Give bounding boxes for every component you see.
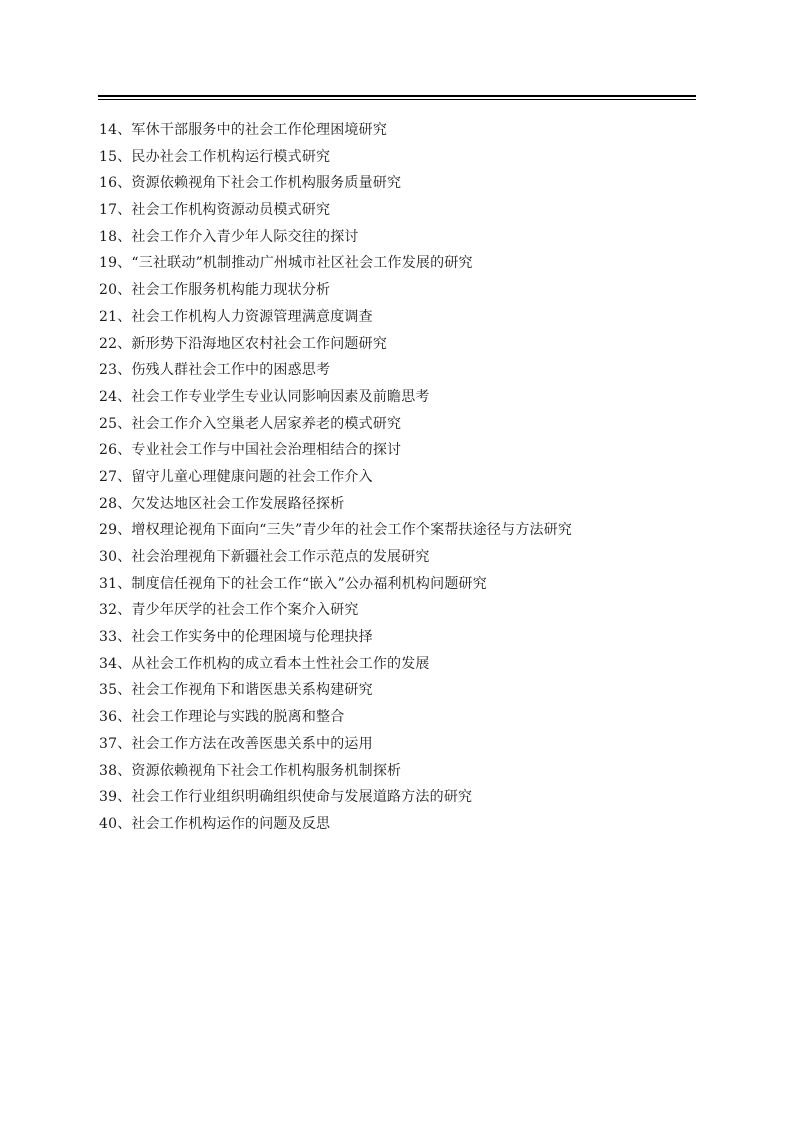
topic-item: 27、留守儿童心理健康问题的社会工作介入 (99, 468, 373, 485)
topic-item: 14、军休干部服务中的社会工作伦理困境研究 (99, 122, 388, 138)
topic-item: 29、增权理论视角下面向“三失”青少年的社会工作个案帮扶途径与方法研究 (99, 522, 573, 539)
topic-item: 21、社会工作机构人力资源管理满意度调查 (99, 308, 373, 325)
topic-item: 38、资源依赖视角下社会工作机构服务机制探析 (99, 762, 402, 779)
topic-item: 23、伤残人群社会工作中的困惑思考 (99, 362, 331, 379)
topic-item: 19、“三社联动”机制推动广州城市社区社会工作发展的研究 (99, 255, 473, 272)
topic-item: 31、制度信任视角下的社会工作“嵌入”公办福利机构问题研究 (99, 575, 487, 592)
topic-item: 16、资源依赖视角下社会工作机构服务质量研究 (99, 175, 402, 192)
topic-item: 25、社会工作介入空巢老人居家养老的模式研究 (99, 415, 402, 432)
topic-item: 40、社会工作机构运作的问题及反思 (99, 815, 331, 832)
topic-item: 35、社会工作视角下和谐医患关系构建研究 (99, 682, 373, 699)
topic-item: 22、新形势下沿海地区农村社会工作问题研究 (99, 335, 388, 352)
topic-item: 15、民办社会工作机构运行模式研究 (99, 148, 331, 165)
topic-item: 26、专业社会工作与中国社会治理相结合的探讨 (99, 442, 402, 459)
topic-list (99, 117, 572, 838)
topic-item: 18、社会工作介入青少年人际交往的探讨 (99, 228, 359, 245)
topic-item: 28、欠发达地区社会工作发展路径探析 (99, 495, 345, 512)
topic-item: 30、社会治理视角下新疆社会工作示范点的发展研究 (99, 549, 430, 565)
topic-item: 34、从社会工作机构的成立看本土性社会工作的发展 (99, 655, 430, 672)
topic-item: 24、社会工作专业学生专业认同影响因素及前瞻思考 (99, 388, 430, 405)
topic-item: 32、青少年厌学的社会工作个案介入研究 (99, 602, 359, 619)
topic-item: 39、社会工作行业组织明确组织使命与发展道路方法的研究 (99, 789, 473, 806)
topic-item: 36、社会工作理论与实践的脱离和整合 (99, 709, 345, 726)
topic-item: 17、社会工作机构资源动员模式研究 (99, 202, 331, 219)
topic-item: 37、社会工作方法在改善医患关系中的运用 (99, 735, 373, 752)
header-double-rule (98, 95, 696, 100)
topic-item: 33、社会工作实务中的伦理困境与伦理抉择 (99, 629, 373, 646)
topic-item: 20、社会工作服务机构能力现状分析 (99, 282, 331, 299)
